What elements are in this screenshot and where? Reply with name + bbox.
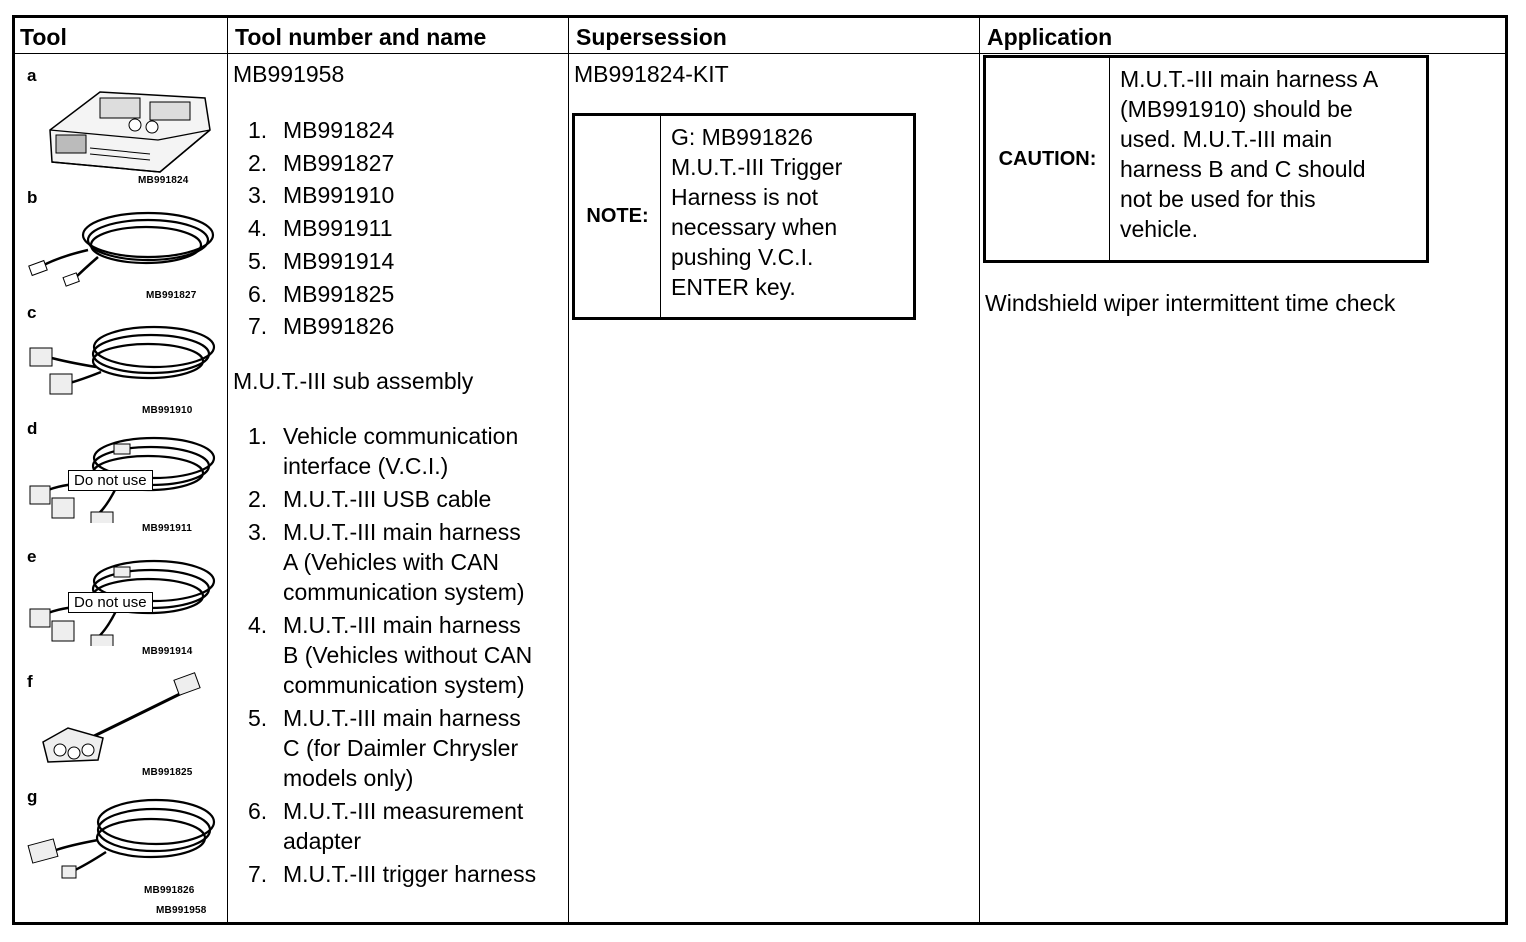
item-text: MB991827 bbox=[283, 149, 395, 176]
item-text-line: M.U.T.-III main harness bbox=[283, 705, 521, 731]
item-text: MB991911 bbox=[283, 215, 393, 242]
list-item bbox=[234, 147, 554, 180]
part-label-g: MB991826 bbox=[144, 885, 195, 896]
column-divider bbox=[568, 18, 569, 922]
item-number: 5. bbox=[248, 705, 268, 731]
application-text: Windshield wiper intermittent time check bbox=[985, 290, 1396, 316]
do-not-use-label-e: Do not use bbox=[68, 592, 153, 613]
part-label-b: MB991827 bbox=[146, 290, 197, 301]
item-text-line: B (Vehicles without CAN bbox=[283, 642, 533, 668]
note-line: M.U.T.-III Trigger bbox=[671, 154, 843, 180]
list-item bbox=[234, 179, 554, 212]
item-number: 4. bbox=[248, 612, 268, 638]
part-label-a: MB991824 bbox=[138, 175, 189, 186]
list-item bbox=[234, 703, 564, 793]
note-box bbox=[572, 113, 916, 320]
note-line: necessary when bbox=[671, 214, 838, 240]
part-label-e: MB991914 bbox=[142, 646, 193, 657]
tool-letter-f: f bbox=[27, 672, 33, 691]
list-item bbox=[234, 484, 564, 514]
caution-line: vehicle. bbox=[1120, 216, 1198, 242]
item-text-line: communication system) bbox=[283, 672, 525, 698]
part-label-d: MB991911 bbox=[142, 523, 192, 534]
item-number: 1. bbox=[248, 117, 268, 143]
caution-box bbox=[983, 55, 1429, 263]
list-item bbox=[234, 310, 554, 343]
part-label-f: MB991825 bbox=[142, 767, 193, 778]
item-number: 7. bbox=[248, 861, 268, 887]
item-text-line: M.U.T.-III trigger harness bbox=[283, 861, 537, 887]
item-text: MB991914 bbox=[283, 247, 395, 274]
note-text bbox=[671, 122, 842, 302]
note-line: ENTER key. bbox=[671, 274, 796, 300]
caution-line: harness B and C should bbox=[1120, 156, 1366, 182]
list-item bbox=[234, 610, 564, 700]
item-text-line: M.U.T.-III USB cable bbox=[283, 486, 492, 512]
header-tool: Tool bbox=[20, 24, 67, 50]
do-not-use-label-d: Do not use bbox=[68, 470, 153, 491]
item-text-line: models only) bbox=[283, 765, 414, 791]
sub-assembly-title: M.U.T.-III sub assembly bbox=[233, 368, 474, 394]
note-line: pushing V.C.I. bbox=[671, 244, 814, 270]
list-item bbox=[234, 245, 554, 278]
measurement-adapter-illustration bbox=[38, 670, 213, 770]
item-text-line: M.U.T.-III measurement bbox=[283, 798, 524, 824]
item-number: 7. bbox=[248, 313, 268, 340]
header-supersession: Supersession bbox=[576, 24, 727, 50]
list-item bbox=[234, 517, 564, 607]
item-number: 6. bbox=[248, 280, 268, 307]
trigger-harness-illustration bbox=[26, 790, 221, 885]
tool-part-list bbox=[234, 114, 554, 343]
main-harness-a-illustration bbox=[26, 312, 221, 407]
list-item bbox=[234, 114, 554, 147]
usb-cable-illustration bbox=[28, 195, 218, 290]
item-text-line: interface (V.C.I.) bbox=[283, 453, 449, 479]
sub-assembly-list bbox=[234, 421, 564, 892]
tool-letter-e: e bbox=[27, 547, 37, 566]
note-line: Harness is not bbox=[671, 184, 819, 210]
column-divider bbox=[979, 18, 980, 922]
item-text: MB991910 bbox=[283, 182, 395, 209]
tool-number: MB991958 bbox=[233, 61, 345, 87]
item-text: MB991824 bbox=[283, 117, 395, 143]
item-number: 4. bbox=[248, 215, 268, 242]
caution-line: not be used for this bbox=[1120, 186, 1316, 212]
column-divider bbox=[227, 18, 228, 922]
item-text-line: M.U.T.-III main harness bbox=[283, 612, 521, 638]
supersession-kit: MB991824-KIT bbox=[574, 61, 729, 87]
item-number: 1. bbox=[248, 423, 268, 449]
item-text-line: Vehicle communication bbox=[283, 423, 519, 449]
list-item bbox=[234, 278, 554, 311]
item-text-line: A (Vehicles with CAN bbox=[283, 549, 500, 575]
list-item bbox=[234, 212, 554, 245]
item-text-line: M.U.T.-III main harness bbox=[283, 519, 521, 545]
list-item bbox=[234, 796, 564, 856]
note-label: NOTE: bbox=[575, 116, 661, 317]
item-number: 2. bbox=[248, 149, 268, 176]
item-text-line: adapter bbox=[283, 828, 362, 854]
item-number: 3. bbox=[248, 519, 268, 545]
header-tool-number-name: Tool number and name bbox=[235, 24, 487, 50]
part-label-c: MB991910 bbox=[142, 405, 193, 416]
item-number: 3. bbox=[248, 182, 268, 209]
note-line: G: MB991826 bbox=[671, 124, 813, 150]
item-number: 6. bbox=[248, 798, 268, 824]
item-text-line: communication system) bbox=[283, 579, 525, 605]
item-number: 5. bbox=[248, 247, 268, 274]
tool-letter-g: g bbox=[27, 787, 38, 806]
item-text: MB991826 bbox=[283, 313, 395, 340]
tool-letter-b: b bbox=[27, 188, 38, 207]
kit-part-label: MB991958 bbox=[156, 905, 207, 916]
caution-line: (MB991910) should be bbox=[1120, 96, 1353, 122]
item-text: MB991825 bbox=[283, 280, 395, 307]
tool-letter-c: c bbox=[27, 303, 37, 322]
tool-letter-a: a bbox=[27, 66, 37, 85]
header-application: Application bbox=[987, 24, 1113, 50]
tool-letter-d: d bbox=[27, 419, 38, 438]
item-text-line: C (for Daimler Chrysler bbox=[283, 735, 519, 761]
item-number: 2. bbox=[248, 486, 268, 512]
vci-device-illustration bbox=[40, 80, 220, 180]
list-item bbox=[234, 859, 564, 889]
caution-text bbox=[1120, 64, 1378, 244]
list-item bbox=[234, 421, 564, 481]
caution-line: M.U.T.-III main harness A bbox=[1120, 66, 1379, 92]
caution-label: CAUTION: bbox=[986, 58, 1110, 260]
header-divider bbox=[15, 53, 1505, 54]
caution-line: used. M.U.T.-III main bbox=[1120, 126, 1333, 152]
